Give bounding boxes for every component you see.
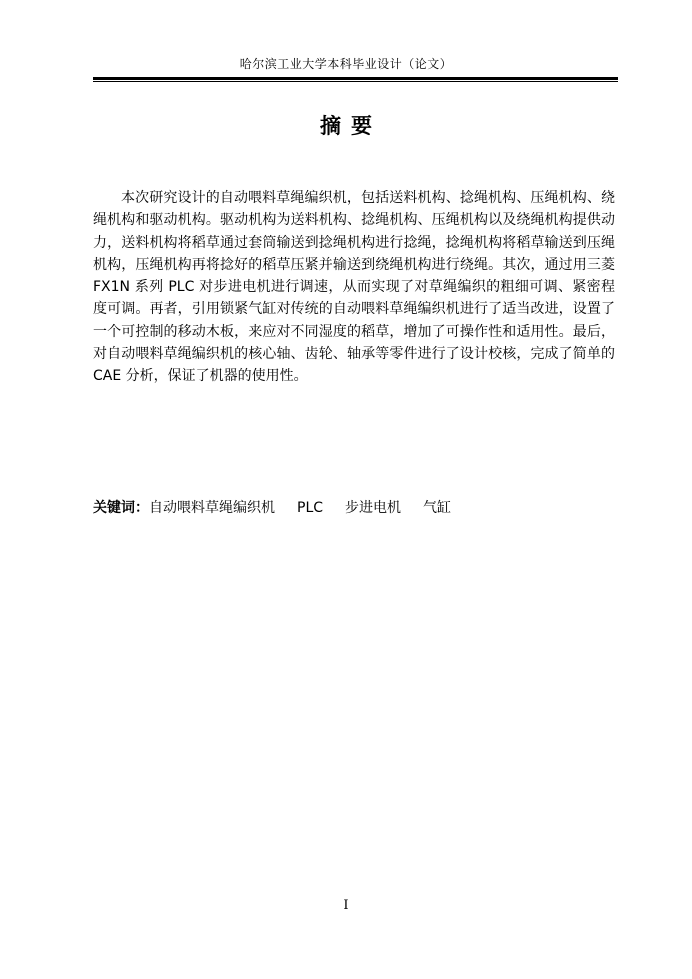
abstract-paragraph: 本次研究设计的自动喂料草绳编织机，包括送料机构、捻绳机构、压绳机构、绕绳机构和驱动机构。驱动机构为送料机构、捻绳机构、压绳机构以及绕绳机构提供动力，送料机构将稻草通过套筒输送到捻绳机构进行捻绳，捻绳机构将稻草输送到压绳机构，压绳机构再将捻好的稻草压紧并输送到绕绳机构进行绕绳。其次，通过用三菱 FX1N 系列 PLC 对步进电机进行调速，从而实现了对草绳编织的粗细可调、紧密程度可调。再者，引用锁紧气缸对传统的自动喂料草绳编织机进行了适当改进，设置了一个可控制的移动木板，来应对不同湿度的稻草，增加了可操作性和适用性。最后，对自动喂料草绳编织机的核心轴、齿轮、轴承等零件进行了设计校核，完成了简单的 CAE 分析，保证了机器的使用性。 [93, 190, 615, 385]
keywords-label: 关键词： [93, 500, 149, 516]
keyword-item: 步进电机 [345, 500, 402, 516]
page-number: I [343, 898, 349, 913]
running-header: 哈尔滨工业大学本科毕业设计（论文） [239, 57, 453, 71]
keyword-item: 气缸 [423, 500, 452, 516]
keyword-item: PLC [297, 500, 324, 516]
page-title: 摘要 [320, 114, 382, 138]
keywords-line [93, 497, 473, 517]
keyword-item: 自动喂料草绳编织机 [149, 500, 275, 516]
header-rule-thin [93, 81, 618, 82]
header-rule-thick [93, 77, 618, 80]
